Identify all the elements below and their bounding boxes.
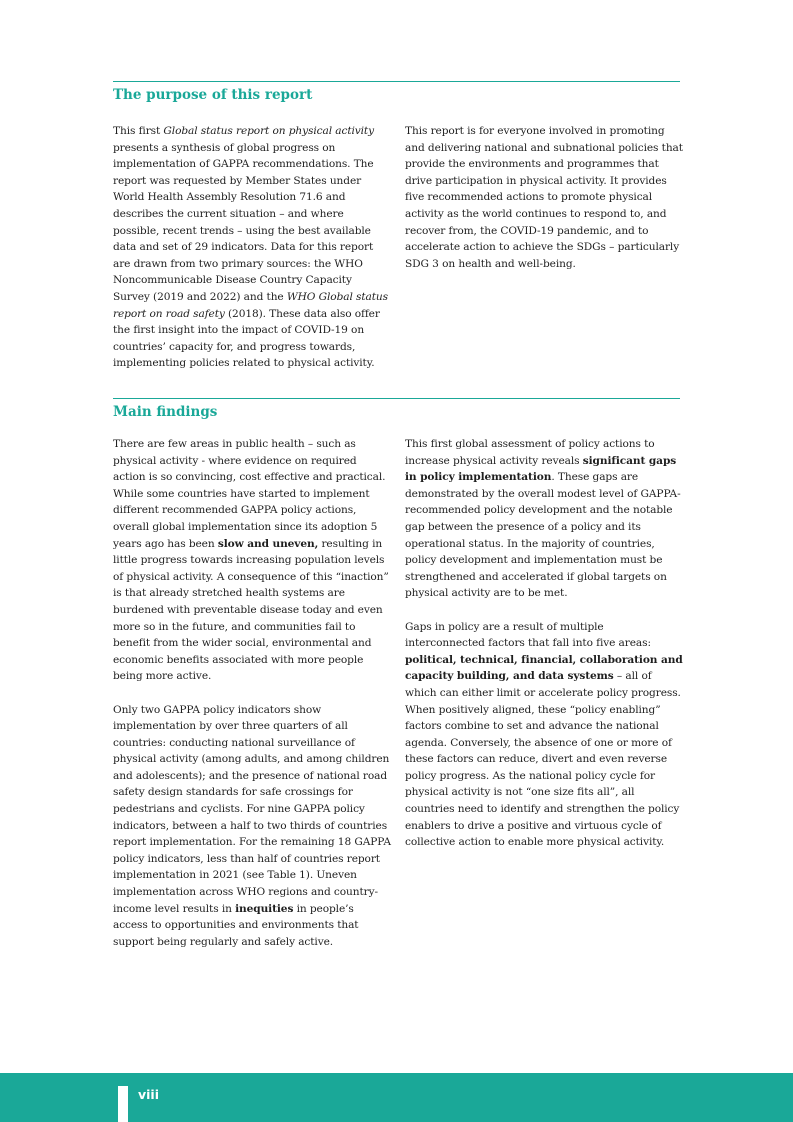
text-run: This report is for everyone involved in promoting and delivering national and subnational policies that provide the environments and programmes that drive participation in physical activity. It provides five recommended actions to promote physical activity as the world continues to respond to, and recover from, the COVID-19 pandemic, and to accelerate action to achieve the SDGs – particularly SDG 3 on health and well-being.: [405, 125, 683, 270]
section-divider: [113, 81, 680, 82]
bold-emphasis: political, technical, financial, collaboration and capacity building, and data systems: [405, 653, 683, 683]
paragraph: [405, 123, 683, 272]
section-purpose: [113, 81, 683, 370]
purpose-left-column: [113, 123, 391, 372]
paragraph: [405, 619, 683, 851]
section-main-findings: [113, 398, 683, 948]
text-run: (2018). These data also offer the first insight into the impact of COVID-19 on countries’ capacity for, and progress towards, implementing policies related to physical activity.: [113, 307, 380, 370]
footer-bar: [0, 1073, 793, 1122]
footer-tab-marker: [118, 1086, 128, 1122]
bold-emphasis: slow and uneven,: [217, 537, 319, 550]
bold-emphasis: significant gaps in policy implementation: [405, 454, 677, 484]
findings-left-column: [113, 436, 391, 950]
purpose-right-column: [405, 123, 683, 272]
italic-title: WHO Global status report on road safety: [113, 290, 388, 320]
paragraph: [113, 123, 391, 372]
bold-emphasis: inequities: [235, 902, 294, 915]
text-run: This first: [113, 125, 164, 137]
text-run: – all of which can either limit or accelerate policy progress. When positively aligned, these “policy enabling” factors combine to set and advance the national agenda. Conversely, the absence of one or more of these factors can reduce, divert and even reverse policy progress. As the national policy cycle for physical activity is not “one size fits all”, all countries need to identify and strengthen the policy enablers to drive a positive and virtuous cycle of collective action to enable more physical activity.: [405, 670, 681, 849]
text-run: Only two GAPPA policy indicators show implementation by over three quarters of all countries: conducting national surveillance of physical activity (among adults, and among children and adolescents); and the presence of national road safety design standards for safe crossings for pedestrians and cyclists. For nine GAPPA policy indicators, between a half to two thirds of countries report implementation. For the remaining 18 GAPPA policy indicators, less than half of countries report implementation in 2021 (see Table 1). Uneven implementation across WHO regions and country-income level results in: [113, 703, 391, 915]
section-heading: Main findings: [113, 404, 218, 420]
section-divider: [113, 398, 680, 399]
paragraph: [113, 436, 391, 685]
text-run: in people’s access to opportunities and environments that support being regularly and safely active.: [113, 902, 359, 948]
text-run: There are few areas in public health – such as physical activity - where evidence on required action is so convincing, cost effective and practical. While some countries have started to implement different recommended GAPPA policy actions, overall global implementation since its adoption 5 years ago has been: [113, 438, 386, 550]
findings-right-column: [405, 436, 683, 851]
section-heading: The purpose of this report: [113, 87, 313, 103]
italic-title: Global status report on physical activity: [163, 125, 374, 137]
page-number: viii: [138, 1087, 160, 1102]
paragraph: [113, 702, 391, 951]
paragraph: [405, 436, 683, 602]
text-run: . These gaps are demonstrated by the overall modest level of GAPPA-recommended policy development and the notable gap between the presence of a policy and its operational status. In the majority of countries, policy development and implementation must be strengthened and accelerated if global targets on physical activity are to be met.: [405, 471, 681, 600]
text-run: Gaps in policy are a result of multiple interconnected factors that fall into five areas:: [405, 620, 651, 650]
text-run: This first global assessment of policy actions to increase physical activity reveals: [405, 438, 655, 467]
text-run: resulting in little progress towards increasing population levels of physical activity. A consequence of this “inaction” is that already stretched health systems are burdened with preventable disease today and even more so in the future, and communities fail to benefit from the wider social, environmental and economic benefits associated with more people being more active.: [113, 537, 389, 683]
text-run: presents a synthesis of global progress on implementation of GAPPA recommendations. The report was requested by Member States under World Health Assembly Resolution 71.6 and describes the current situation – and where possible, recent trends – using the best available data and set of 29 indicators. Data for this report are drawn from two primary sources: the WHO Noncommunicable Disease Country Capacity Survey (2019 and 2022) and the: [113, 141, 374, 303]
